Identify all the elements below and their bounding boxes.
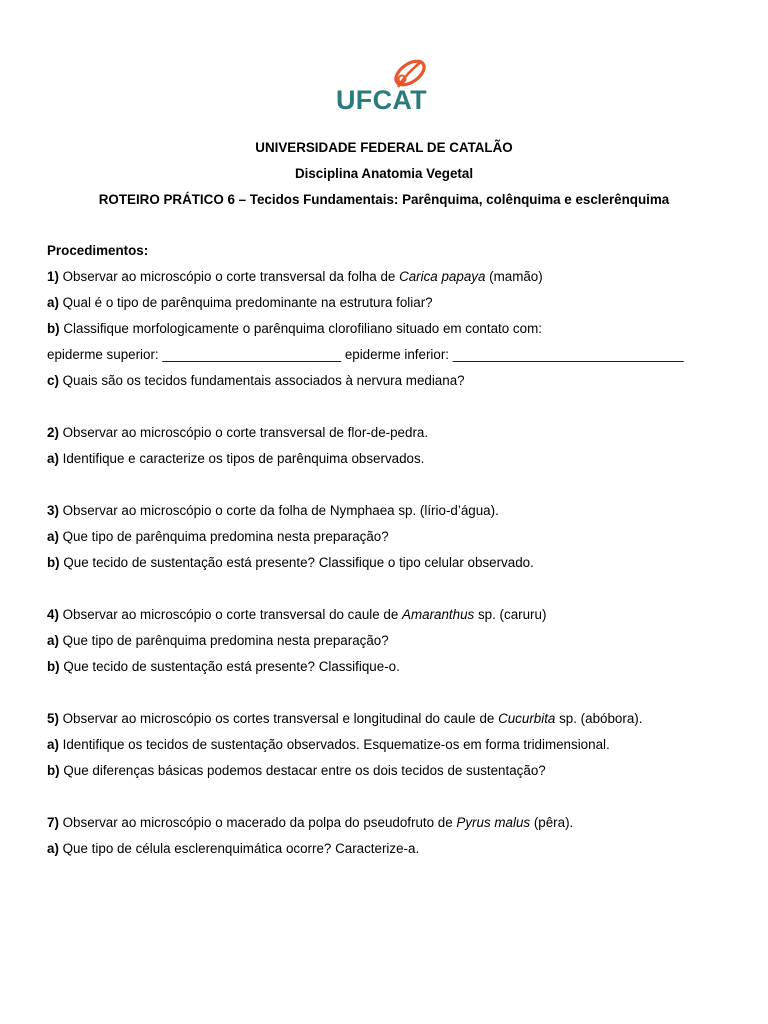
- question-3a: a) Que tipo de parênquima predomina nesta preparação?: [47, 529, 389, 544]
- question-4: 4) Observar ao microscópio o corte transversal do caule de Amaranthus sp. (caruru): [47, 607, 547, 622]
- ufcat-logo: [336, 57, 436, 119]
- question-4a: a) Que tipo de parênquima predomina nesta preparação?: [47, 633, 389, 648]
- question-5: 5) Observar ao microscópio os cortes transversal e longitudinal do caule de Cucurbita sp. (abóbora).: [47, 711, 643, 726]
- question-1: 1) Observar ao microscópio o corte transversal da folha de Carica papaya (mamão): [47, 269, 543, 284]
- question-7: 7) Observar ao microscópio o macerado da polpa do pseudofruto de Pyrus malus (pêra).: [47, 815, 574, 830]
- university-name: UNIVERSIDADE FEDERAL DE CATALÃO: [255, 140, 513, 155]
- question-1c: c) Quais são os tecidos fundamentais associados à nervura mediana?: [47, 373, 465, 388]
- question-4b: b) Que tecido de sustentação está presente? Classifique-o.: [47, 659, 400, 674]
- question-2: 2) Observar ao microscópio o corte transversal de flor-de-pedra.: [47, 425, 429, 440]
- question-1a: a) Qual é o tipo de parênquima predominante na estrutura foliar?: [47, 295, 433, 310]
- logo-wordmark: UFCAT: [336, 85, 427, 115]
- question-3: 3) Observar ao microscópio o corte da folha de Nymphaea sp. (lírio-d’água).: [47, 503, 499, 518]
- question-7a: a) Que tipo de célula esclerenquimática ocorre? Caracterize-a.: [47, 841, 420, 856]
- course-name: Disciplina Anatomia Vegetal: [294, 166, 474, 181]
- question-1b: b) Classifique morfologicamente o parênquima clorofiliano situado em contato com:: [47, 321, 542, 336]
- question-3b: b) Que tecido de sustentação está presente? Classifique o tipo celular observado.: [47, 555, 534, 570]
- epidermis-answer-line: epiderme superior: ________________________ epiderme inferior: _______________________________: [47, 347, 684, 362]
- procedures-heading: Procedimentos:: [47, 243, 149, 258]
- document-body: [47, 243, 727, 867]
- question-5a: a) Identifique os tecidos de sustentação observados. Esquematize-os em forma tridimensional.: [47, 737, 610, 752]
- question-2a: a) Identifique e caracterize os tipos de parênquima observados.: [47, 451, 425, 466]
- question-5b: b) Que diferenças básicas podemos destacar entre os dois tecidos de sustentação?: [47, 763, 546, 778]
- document-title: ROTEIRO PRÁTICO 6 – Tecidos Fundamentais: Parênquima, colênquima e esclerênquima: [98, 192, 670, 207]
